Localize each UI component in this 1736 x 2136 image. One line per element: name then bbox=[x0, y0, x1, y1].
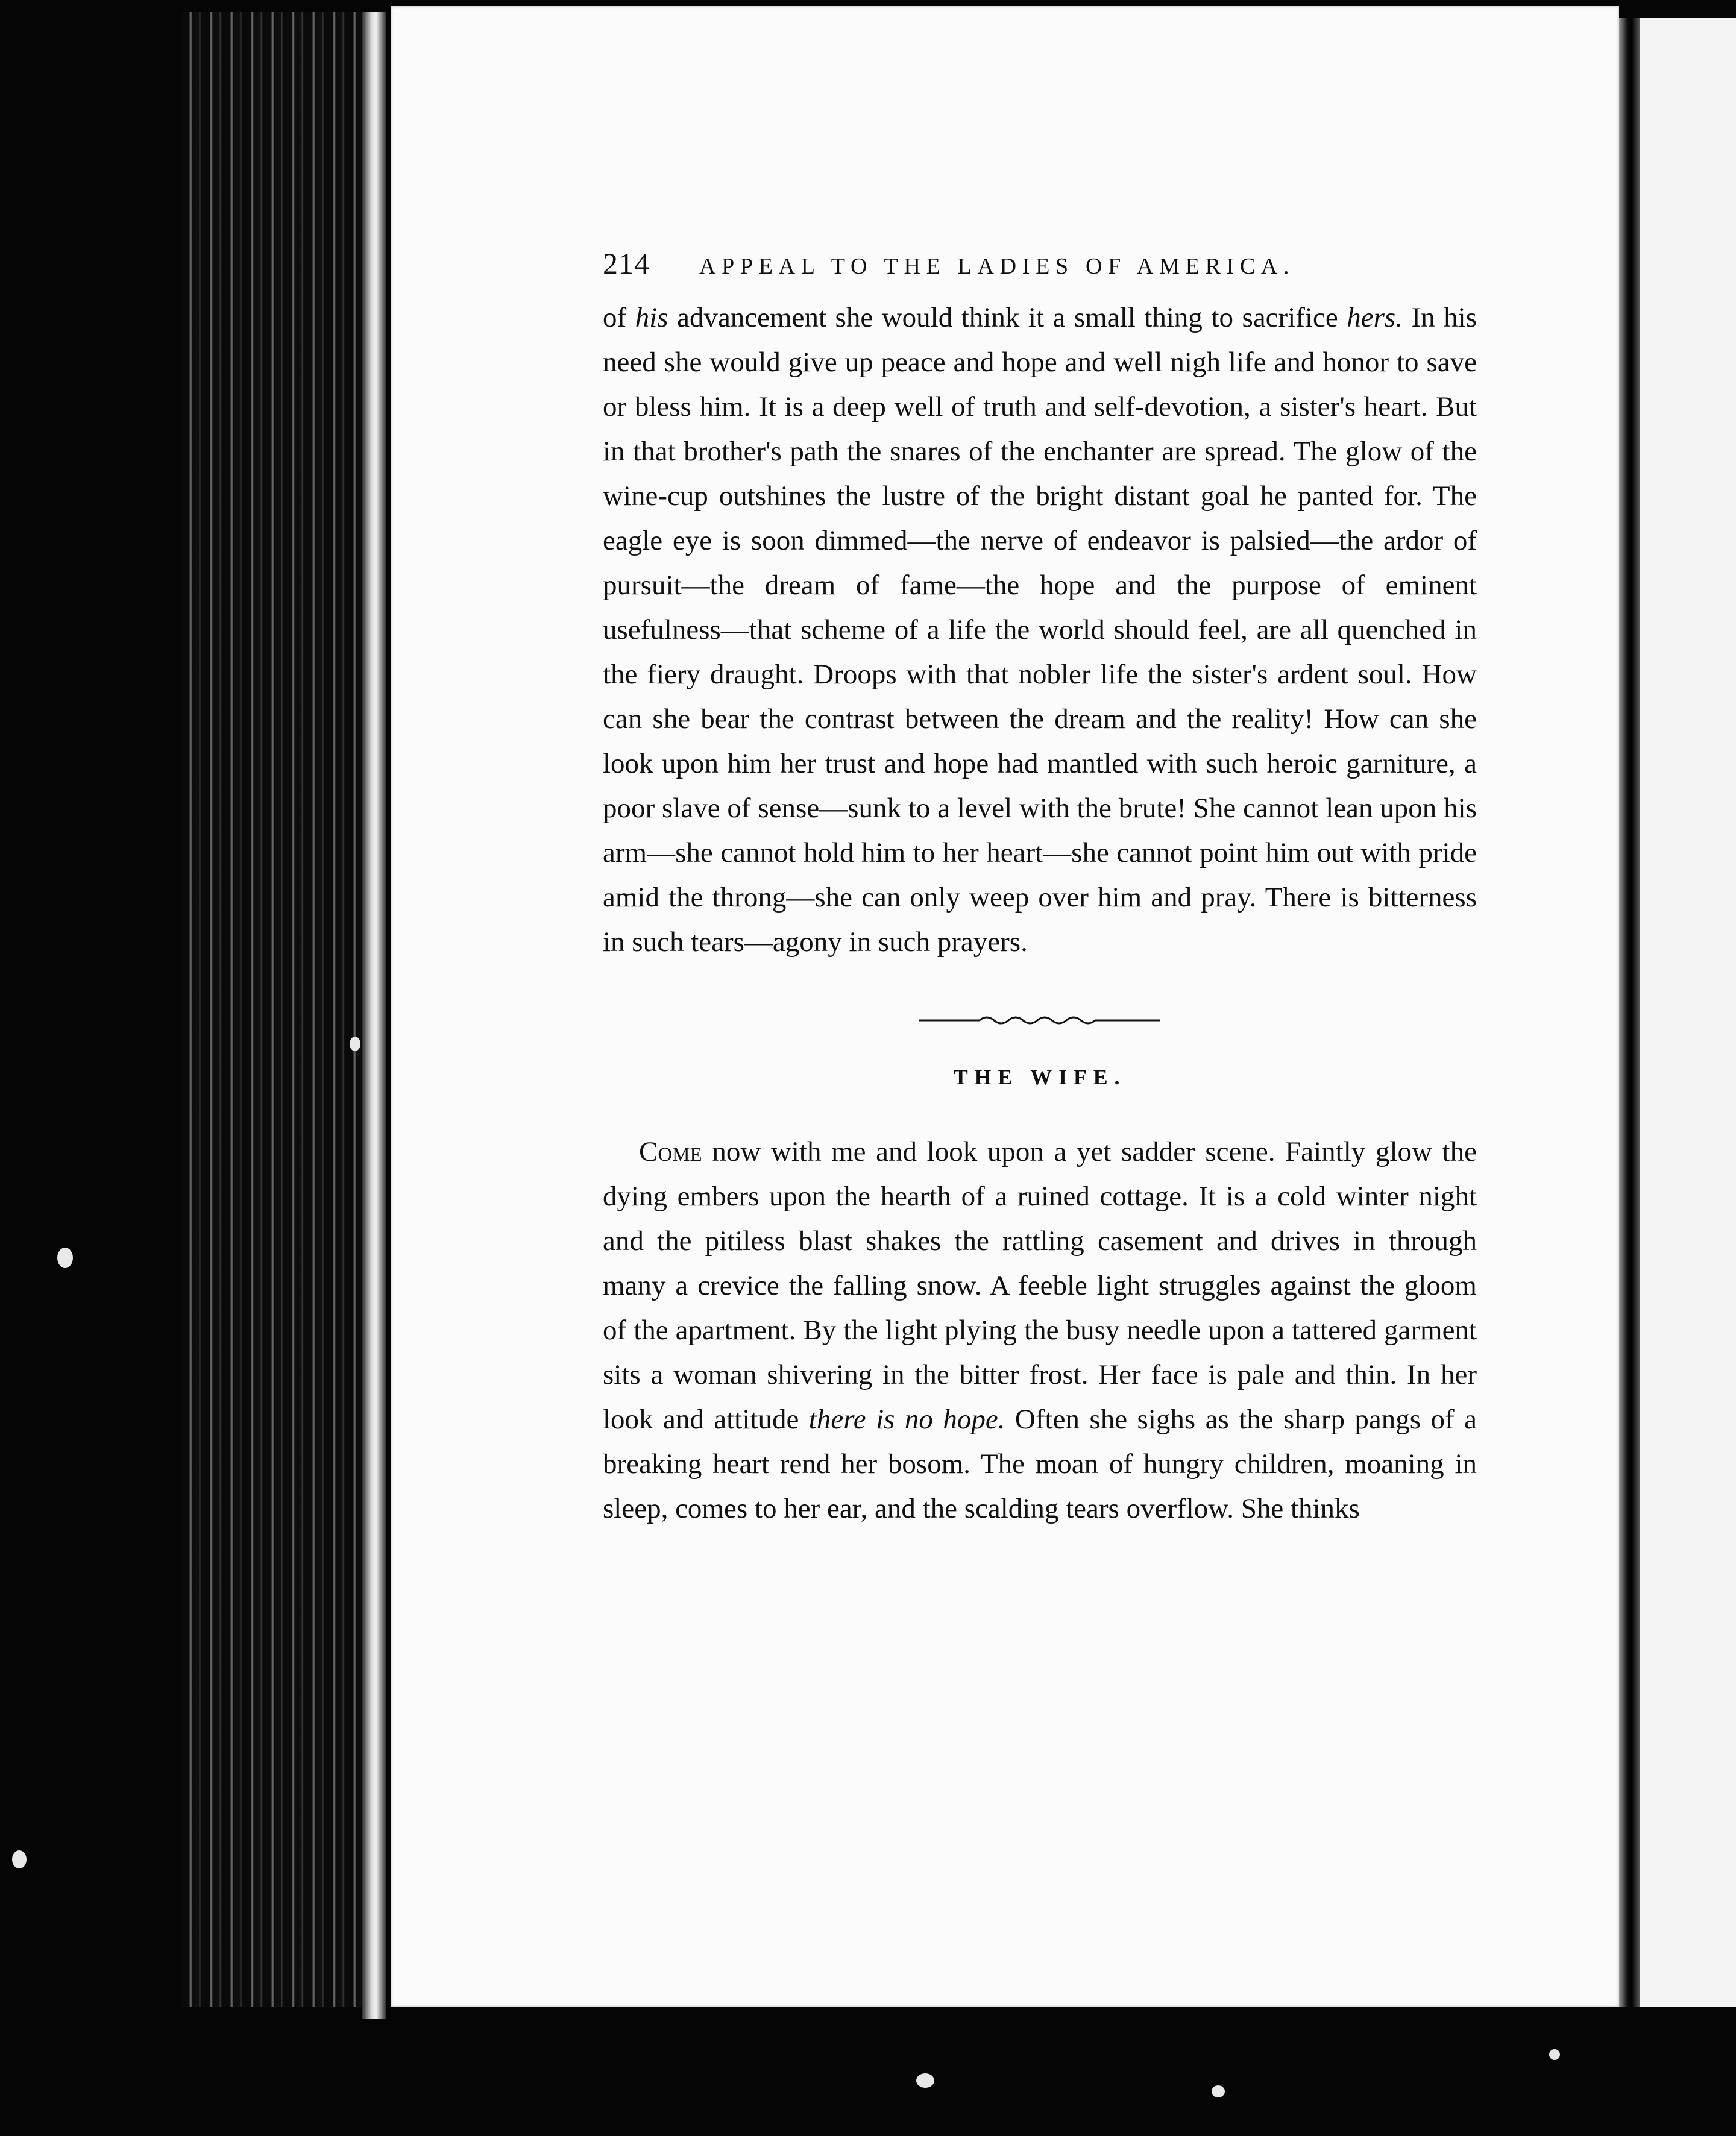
dust-speck bbox=[916, 2073, 934, 2088]
section-title: THE WIFE. bbox=[953, 1065, 1127, 1089]
paragraph-sister bbox=[603, 295, 1477, 964]
dust-speck bbox=[1212, 2085, 1225, 2097]
italic-text: hers. bbox=[1347, 302, 1403, 333]
dust-speck bbox=[12, 1850, 27, 1868]
dust-speck bbox=[57, 1248, 73, 1268]
italic-text: his bbox=[635, 302, 668, 333]
paragraph-text: advancement she would think it a small thing to sacrifice bbox=[668, 302, 1347, 333]
dust-speck bbox=[1549, 2049, 1560, 2060]
running-head bbox=[603, 246, 1477, 294]
book-gutter bbox=[1619, 18, 1640, 2007]
section-divider-ornament bbox=[919, 1011, 1160, 1029]
paragraph-text: now with me and look upon a yet sadder scene. Faintly glow the dying embers upon the hearth of a ruined cottage. It is a cold winter night and the pitiless blast shakes the rattling casement and drives in through many a crevice the falling snow. A feeble light struggles against the gloom of the apartment. By the light plying the busy needle upon a tattered garment sits a woman shivering in the bitter frost. Her face is pale and thin. In her look and attitude bbox=[603, 1136, 1477, 1435]
facing-page-edge bbox=[1640, 18, 1736, 2007]
paragraph-text: Often she sighs as the sharp pangs of a breaking heart rend her bosom. The moan of hungry children, moaning in sleep, comes to her ear, and the scalding tears overflow. She thinks bbox=[603, 1404, 1477, 1524]
text-block bbox=[603, 246, 1477, 1531]
paragraph-text: In his need she would give up peace and hope and well nigh life and honor to save or bless him. It is a deep well of truth and self-devotion, a sister's heart. But in that brother's path the snares of the enchanter are spread. The glow of the wine-cup outshines the lustre of the bright distant goal he panted for. The eagle eye is soon dimmed—the nerve of endeavor is palsied—the ardor of pursuit—the dream of fame—the hope and the purpose of eminent usefulness—that scheme of a life the world should feel, are all quenched in the fiery draught. Droops with that nobler life the sister's ardent soul. How can she bear the contrast between the dream and the reality! How can she look upon him her trust and hope had mantled with such heroic garniture, a poor slave of sense—sunk to a level with the brute! She cannot lean upon his arm—she cannot hold him to her heart—she cannot point him out with pride amid the throng—she can only weep over him and pray. There is bitterness in such tears—agony in such prayers. bbox=[603, 302, 1477, 958]
italic-text: there is no hope. bbox=[808, 1404, 1005, 1435]
paragraph-text: of bbox=[603, 302, 635, 333]
dust-speck bbox=[350, 1037, 360, 1051]
paragraph-wife bbox=[603, 1129, 1477, 1531]
running-head-title: APPEAL TO THE LADIES OF AMERICA. bbox=[699, 254, 1295, 279]
page-number: 214 bbox=[603, 247, 650, 280]
drop-word: Come bbox=[639, 1136, 702, 1167]
page-edge-highlight bbox=[362, 12, 386, 2019]
book-fore-edge bbox=[181, 12, 386, 2007]
